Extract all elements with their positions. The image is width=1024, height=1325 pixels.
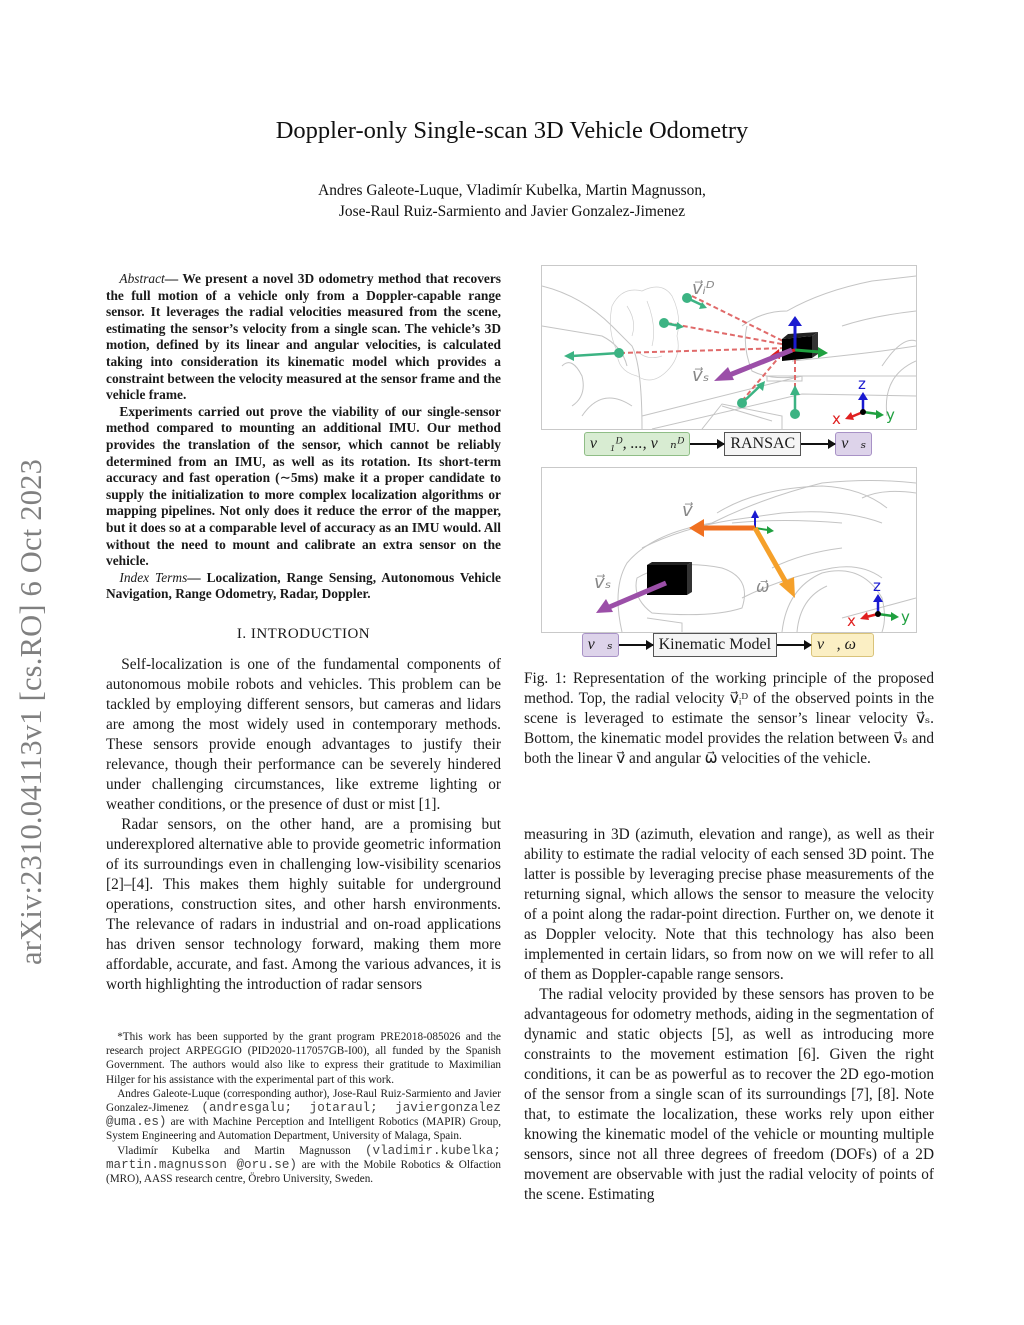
world-axis-x-label: x [847,612,856,630]
author-list [0,180,1024,222]
sensor-velocity-arrowhead [714,367,734,381]
right-column-body [524,825,934,1205]
footnote-oru-authors: Vladimír Kubelka and Martin Magnusson [117,1144,365,1157]
pipeline-arrow [801,443,835,445]
footnote-oru-emails: (vladimir.kubelka; martin.magnusson @oru.se) [106,1143,501,1172]
index-terms-label: Index Terms [119,569,188,585]
pipeline-bottom [541,631,915,659]
world-axes [847,577,910,630]
arxiv-identifier: arXiv:2310.04113v1 [cs.RO] 6 Oct 2023 [14,458,48,965]
abstract-paragraph-1 [106,271,501,404]
label-vid: v⃗ᵢᴰ [692,278,715,299]
footnote-uma-emails: (andresgalu; jotaraul; javiergonzalez @uma.es) [106,1101,501,1130]
point-3-velocity [572,353,619,356]
point-3-arrowhead [564,351,574,361]
label-omega: ω⃗ [756,577,770,596]
vehicle-axis-y-head [767,526,774,534]
abstract-paragraph-2: Experiments carried out prove the viability of our single-sensor method compared to mounting an additional IMU. Our method provides the translation of the sensor, which cannot be reliably determined from an IMU, as well as its rotation. Its short-term accuracy and fast operation (∼5ms) make it a proper candidate to supply the initialization to more complex localization algorithms or mapping pipelines. Not only does it reduce the error of the mapper, but it does so at a comparable level of accuracy as an IMU would. All without the need to mount and calibrate an extra sensor on the vehicle. [106,403,501,569]
figure-top-illustration [542,266,916,429]
sensor-axis-y [795,350,820,352]
right-paragraph-2: The radial velocity provided by these sensors has proven to be advantageous for odometry methods, aiding in the segmentation of dynamic and static objects [5], as well as introducing more constraints to the movement estimation [6]. Given the right conditions, it can be as powerful as to recover the 2D ego-motion of the sensor from a single scan of its surroundings [7], [8]. Note that, to estimate the localization, these works rely upon either knowing the kinematic model of the vehicle or mounting multiple sensors, since not all three degrees of freedom (DOFs) of a 2D movement are observable with just the radial velocity of points of the scene. Estimating [524,986,934,1203]
world-axis-x-label: x [832,410,841,428]
footnote-funding: *This work has been supported by the grant program PRE2018-085026 and the research project ARPEGGIO (PID2020-117057GB-I00), all funded by the Spanish Government. The authors would also like to express their gratitude to Maximilian Hilger for his assistance with the experimental part of this work. [106,1031,501,1086]
figure-top-panel [541,265,917,430]
abstract [106,271,501,603]
index-terms [106,570,501,603]
world-axis-origin [860,409,866,415]
tree-sketch [610,287,678,380]
world-axis-origin [875,611,881,617]
authors-line-1: Andres Galeote-Luque, Vladimír Kubelka, Martin Magnusson, [318,182,706,199]
world-axis-y-label: y [901,608,910,626]
pipeline-kinematic-model-box: Kinematic Model [653,633,777,657]
sensor-top [647,562,692,565]
ray-2 [667,323,787,345]
abstract-dash: — [164,271,183,286]
car-outline-sketch [542,276,916,429]
sensor-axis-z-head [788,316,802,326]
world-axis-y-head [876,410,884,419]
pipeline-arrow [619,644,653,646]
pipeline-arrow [690,443,724,445]
footnote-oru-institution: are with the Mobile Robotics & Olfaction (MRO), AASS research centre, Örebro University, Sweden. [106,1158,501,1186]
figure-caption: Fig. 1: Representation of the working principle of the proposed method. Top, the radial velocity v⃗ᵢᴰ of the observed points in the scene is leveraged to estimate the sensor’s linear velocity v⃗ₛ. Bottom, the kinematic model provides the relation between v⃗ₛ and both the linear v⃗ and angular ω⃗ velocities of the vehicle. [524,670,934,767]
abstract-text-1: We present a novel 3D odometry method that recovers the full motion of a vehicle only from a Doppler-capable range sensor. It leverages the radial velocities measured from the scene, estimating the sensor’s velocity from a single scan. The vehicle’s 3D motion, defined by its linear and angular velocities, is calculated taking into consideration its kinematic model which provides a constraint between the velocity measured at the sensor frame and the vehicle frame. [106,271,501,403]
world-axis-z-head [858,392,868,400]
world-axis-z-label: z [858,375,866,393]
label-vs: v⃗ₛ [692,365,710,386]
index-terms-text: Localization, Range Sensing, Autonomous Vehicle Navigation, Range Odometry, Radar, Doppler. [106,569,501,602]
world-axis-z-label: z [873,577,881,595]
sensor-front [782,336,812,361]
intro-paragraph-2: Radar sensors, on the other hand, are a promising but underexplored alternative able to provide geometric information of its surroundings even in challenging low-visibility scenarios [2]–[4]. This makes them highly suitable for underground operations, construction sites, and other harsh environments. The relevance of radars in industrial and on-road applications has driven sensor technology forward, making them more affordable, accurate, and fast. Among the various advances, it is worth highlighting the introduction of radar sensors [106,816,501,993]
world-axis-y-label: y [886,406,895,424]
sensor-block [782,332,818,361]
sensor-velocity-arrow [727,350,792,376]
paper-title: Doppler-only Single-scan 3D Vehicle Odometry [275,117,749,144]
label-vs: v⃗ₛ [594,572,612,593]
pipeline-output-sensor-velocity: v⃗ₛ [835,432,872,456]
world-axes [832,375,895,428]
sensor-axis-y-head [818,347,828,358]
linear-velocity-arrowhead [689,519,704,537]
pipeline-input-sensor-velocity: v⃗ₛ [582,633,619,657]
footnote-uma-institution: are with Machine Perception and Intelligent Robotics (MAPIR) Group, System Engineering and Automation Department, University of Malaga, Spain. [106,1116,501,1143]
section-heading-introduction: I. INTRODUCTION [236,626,371,642]
footnote-uma-authors: Andres Galeote-Luque (corresponding author), Jose-Raul Ruiz-Sarmiento and Javier Gonzalez-Jimenez [106,1087,501,1115]
authors-line-2: Jose-Raul Ruiz-Sarmiento and Javier Gonzalez-Jimenez [338,203,686,220]
index-terms-dash: — [187,569,207,585]
point-5-arrowhead [790,385,800,395]
pipeline-ransac-box: RANSAC [724,432,801,456]
pipeline-top [541,430,915,458]
pipeline-input-doppler-velocities: v⃗₁ᴰ, ..., v⃗ₙᴰ [584,432,690,456]
footnote-oru-affiliation [106,1144,501,1187]
introduction-body [106,655,501,995]
figure-bottom-panel [541,467,917,633]
abstract-label: Abstract [119,271,165,286]
sensor-side [687,562,692,595]
pipeline-arrow [777,644,811,646]
ray-3 [620,348,787,353]
label-v: v⃗ [682,500,693,521]
footnote-uma-affiliation [106,1087,501,1144]
right-paragraph-1: measuring in 3D (azimuth, elevation and range), as well as their ability to estimate the radial velocity of each sensed 3D point. The latter is possible by leveraging precise phase measurements of the returning signal, which allows the sensor to measure the velocity of a point along the radar-point direction. Further on, we denote it as Doppler velocity. Note that this technology has also been implemented in certain lidars, so from now on we will refer to all of them as Doppler-capable range sensors. [524,826,934,983]
sensor-side [812,332,818,358]
intro-paragraph-1: Self-localization is one of the fundamental components of autonomous mobile robots and vehicles. This problem can be tackled by employing different sensors, but cameras and lidars are among the most widely used in contemporary methods. These sensors provide enough advantages to justify their relevance, though their performance can be severely hindered under challenging circumstances, like extreme lighting or weather conditions, or the presence of dust or mist [1]. [106,656,501,813]
vehicle-axis-z-head [751,510,759,518]
footnotes [106,1030,501,1186]
car-outline-sketch [618,481,916,633]
figure-bottom-illustration [542,468,916,632]
pipeline-output-vehicle-velocities: v⃗, ω⃗ [811,633,874,657]
world-axis-y-head [891,612,899,621]
